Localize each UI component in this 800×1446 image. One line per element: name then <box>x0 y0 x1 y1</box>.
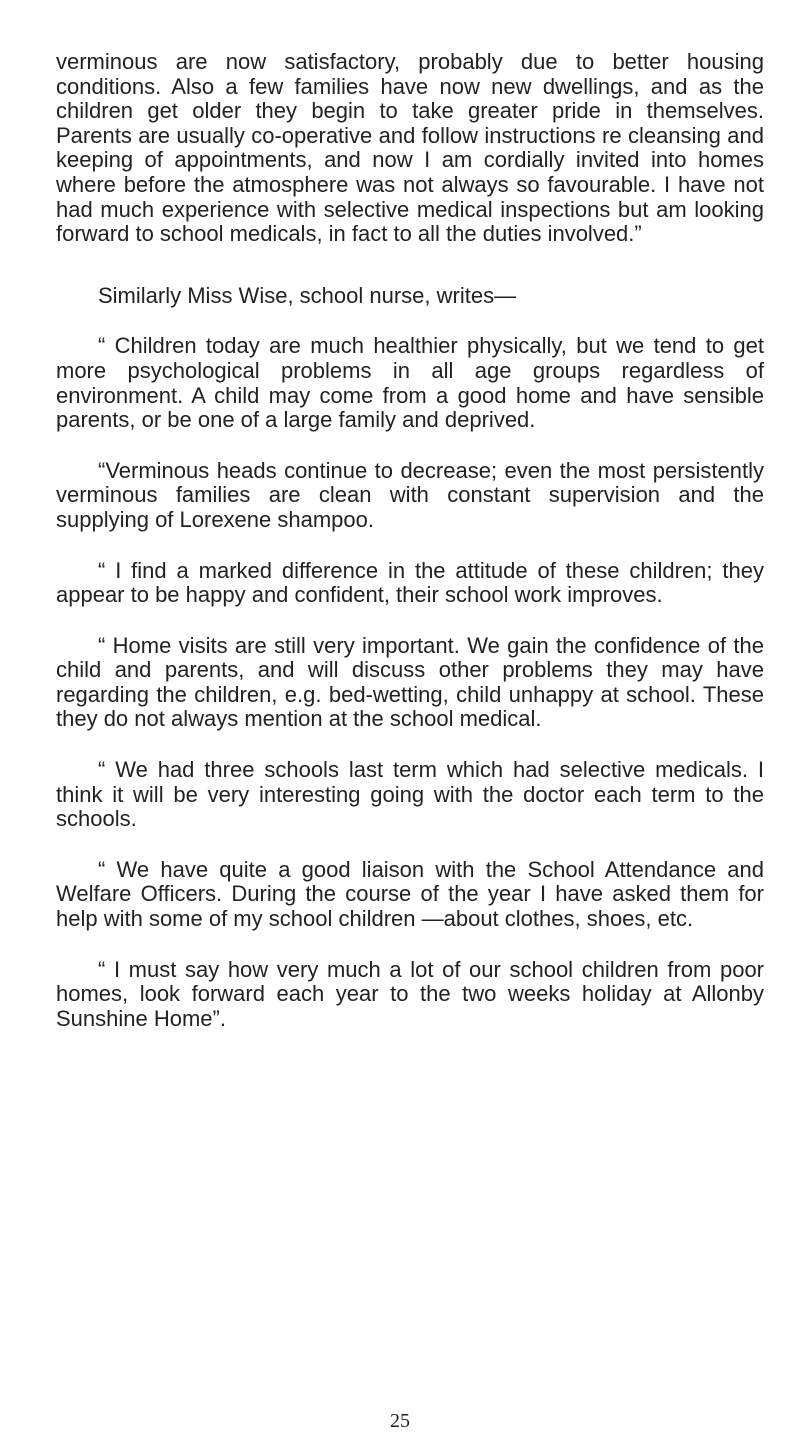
paragraph-selective-medicals: “ We had three schools last term which had selective medicals. I think it will be very interesting going with the doctor each term to the schools. <box>56 757 764 832</box>
document-body <box>56 50 764 1031</box>
paragraph-attitude: “ I find a marked difference in the attitude of these children; they appear to be happy and confident, their school work improves. <box>56 557 764 608</box>
paragraph-verminous-heads: “Verminous heads continue to decrease; even the most persistently verminous families are clean with constant supervision and the supplying of Lorexene shampoo. <box>56 457 764 532</box>
paragraph-children-health: “ Children today are much healthier physically, but we tend to get more psychological problems in all age groups regardless of environment. A child may come from a good home and have sensible parents, or be one of a large family and deprived. <box>56 333 764 433</box>
paragraph-intro-miss-wise: Similarly Miss Wise, school nurse, writes— <box>98 282 517 308</box>
paragraph-continuation: verminous are now satisfactory, probably due to better housing conditions. Also a few families have now new dwellings, and as the children get older they begin to take greater pride in themselves. Parents are usually co-operative and follow instructions re cleansing and keeping of appointments, and now I am cordially invited into homes where before the atmosphere was not always so favourable. I have not had much experience with selective medical inspections but am looking forward to school medicals, in fact to all the duties involved.” <box>56 49 764 247</box>
page-number: 25 <box>390 1410 410 1432</box>
paragraph-home-visits: “ Home visits are still very important. We gain the confidence of the child and parents, and will discuss other problems they may have regarding the children, e.g. bed-wetting, child unhappy at school. These they do not always mention at the school medical. <box>56 632 764 732</box>
paragraph-allonby-holiday: “ I must say how very much a lot of our school children from poor homes, look forward each year to the two weeks holiday at Allonby Sunshine Home”. <box>56 956 764 1031</box>
paragraph-liaison: “ We have quite a good liaison with the School Attendance and Welfare Officers. During the course of the year I have asked them for help with some of my school children —about clothes, shoes, etc. <box>56 856 764 932</box>
